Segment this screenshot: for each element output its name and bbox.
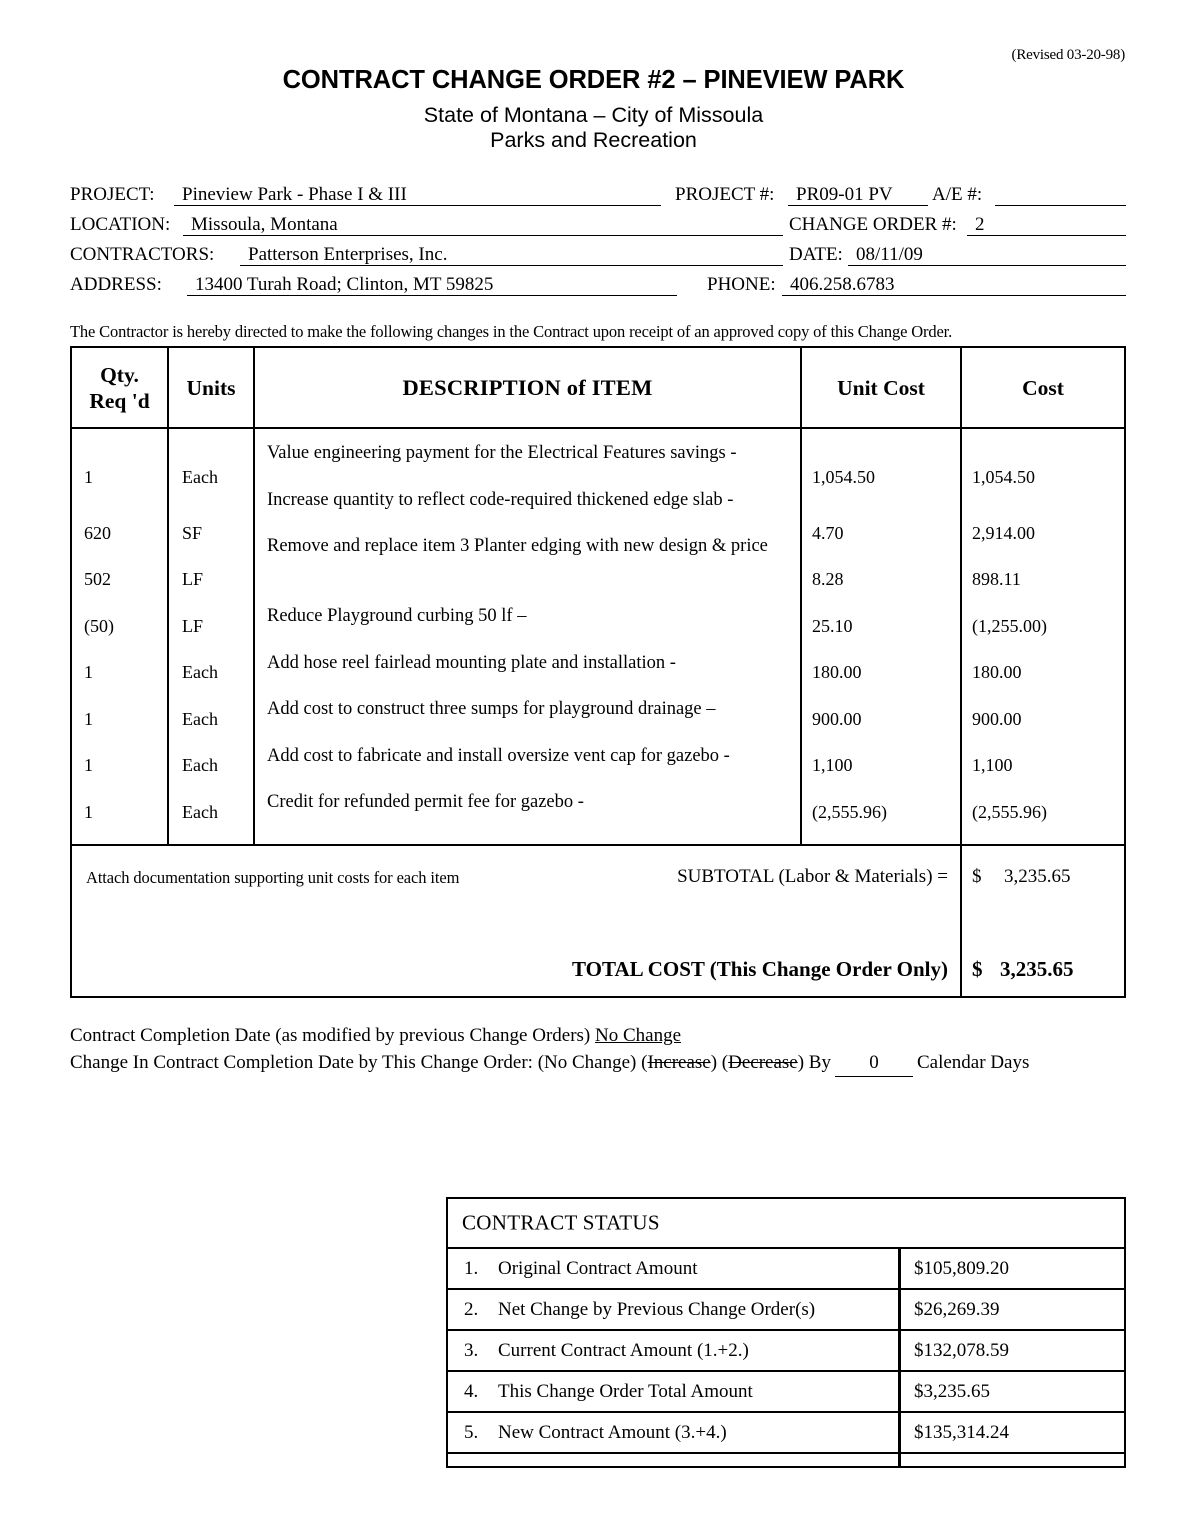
- change-order-number-label: CHANGE ORDER #:: [789, 214, 957, 235]
- directive-text: The Contractor is hereby directed to make the following changes in the Contract upon receipt of an approved copy of this Change Order.: [70, 322, 953, 341]
- ae-number-value[interactable]: [995, 184, 1126, 206]
- address-value[interactable]: 13400 Turah Road; Clinton, MT 59825: [187, 274, 677, 296]
- calendar-days-value[interactable]: 0: [835, 1049, 913, 1077]
- contract-status-header-row: [448, 1199, 1124, 1247]
- column-cells-description: [267, 427, 792, 837]
- field-row-address: [70, 270, 1126, 300]
- totals-section: [70, 846, 1126, 998]
- page-subtitle-jurisdiction: State of Montana – City of Missoula: [423, 103, 764, 127]
- column-header-units: Units: [186, 375, 236, 400]
- completion-date-prefix: Contract Completion Date (as modified by previous Change Orders): [70, 1025, 591, 1046]
- column-cells-unit-cost: [812, 427, 960, 835]
- cell-qty: 1: [84, 755, 93, 775]
- completion-date-line: [70, 1022, 1029, 1049]
- project-value[interactable]: Pineview Park - Phase I & III: [174, 184, 661, 206]
- completion-date-value[interactable]: No Change: [595, 1025, 682, 1046]
- cell-unit-cost: 8.28: [812, 569, 844, 589]
- cell-qty: 1: [84, 801, 93, 822]
- status-row-number: 1.: [464, 1257, 479, 1279]
- contract-status-table: [446, 1197, 1126, 1468]
- location-label: LOCATION:: [70, 214, 171, 235]
- revision-note: (Revised 03-20-98): [1011, 47, 1125, 63]
- cell-qty: 1: [84, 708, 93, 729]
- items-table: [70, 346, 1126, 846]
- column-header-cost: Cost: [1022, 375, 1064, 400]
- status-column-divider: [898, 1290, 901, 1329]
- cell-units: LF: [182, 615, 204, 636]
- location-value[interactable]: Missoula, Montana: [183, 214, 783, 236]
- column-header-unit-cost: Unit Cost: [837, 375, 925, 400]
- status-column-divider: [898, 1331, 901, 1370]
- column-header-qty-line1: Qty.: [100, 362, 139, 387]
- cell-cost: 1,054.50: [972, 467, 1035, 487]
- subtotal-label: SUBTOTAL (Labor & Materials) =: [677, 866, 948, 887]
- column-header-qty-line2: Req 'd: [89, 388, 150, 413]
- contract-status-title: CONTRACT STATUS: [462, 1210, 660, 1235]
- subtotal-currency-symbol: $: [972, 866, 982, 887]
- cell-cost: 180.00: [972, 662, 1022, 682]
- page-subtitle-department: Parks and Recreation: [490, 128, 697, 152]
- cell-units: Each: [182, 708, 218, 729]
- cell-description: Add hose reel fairlead mounting plate and installation -: [267, 652, 676, 673]
- decrease-option-struck[interactable]: Decrease: [728, 1052, 798, 1073]
- field-row-location: [70, 210, 1126, 240]
- status-column-divider: [898, 1413, 901, 1452]
- contractors-label: CONTRACTORS:: [70, 244, 215, 265]
- status-row-number: 4.: [464, 1380, 479, 1402]
- cell-description: Credit for refunded permit fee for gazebo -: [267, 792, 584, 812]
- status-column-divider: [898, 1249, 901, 1288]
- table-row: [448, 1329, 1124, 1370]
- completion-change-line: [70, 1049, 1029, 1077]
- project-number-label: PROJECT #:: [675, 184, 775, 205]
- cell-qty: 1: [84, 467, 93, 487]
- status-row-amount: $132,078.59: [914, 1339, 1009, 1361]
- contractors-value[interactable]: Patterson Enterprises, Inc.: [240, 244, 783, 266]
- status-row-label: New Contract Amount (3.+4.): [498, 1421, 727, 1443]
- cell-unit-cost: 4.70: [812, 522, 844, 543]
- cell-qty: (50): [84, 615, 114, 636]
- cell-description: Value engineering payment for the Electrical Features savings -: [267, 443, 737, 463]
- increase-option-struck[interactable]: Increase: [647, 1052, 711, 1073]
- cell-description: Add cost to fabricate and install oversize vent cap for gazebo -: [267, 745, 730, 766]
- calendar-days-suffix: Calendar Days: [916, 1052, 1030, 1073]
- attach-documentation-note: Attach documentation supporting unit costs for each item: [86, 868, 460, 887]
- cell-units: Each: [182, 755, 218, 775]
- column-cells-qty: [84, 427, 167, 835]
- header-fields: [70, 180, 1126, 300]
- completion-date-block: [70, 1022, 1029, 1077]
- completion-change-prefix: Change In Contract Completion Date by This Change Order: (No Change) (: [70, 1052, 648, 1073]
- page-title: CONTRACT CHANGE ORDER #2 – PINEVIEW PARK: [282, 66, 905, 94]
- status-row-label: Net Change by Previous Change Order(s): [498, 1298, 816, 1320]
- totals-column-divider: [960, 846, 962, 996]
- completion-change-mid: ) (: [710, 1052, 729, 1073]
- cell-cost: 2,914.00: [972, 522, 1035, 543]
- cell-cost: 900.00: [972, 708, 1022, 729]
- cell-description: Add cost to construct three sumps for playground drainage –: [267, 699, 716, 719]
- status-empty-row: [448, 1452, 1124, 1466]
- column-header-qty: [72, 348, 167, 427]
- cell-unit-cost: 180.00: [812, 662, 862, 682]
- status-row-amount: $135,314.24: [914, 1421, 1009, 1443]
- cell-unit-cost: (2,555.96): [812, 801, 887, 822]
- cell-description: Remove and replace item 3 Planter edging with new design & price: [267, 536, 768, 556]
- status-row-number: 3.: [464, 1339, 479, 1361]
- table-row: [448, 1411, 1124, 1452]
- status-row-label: Original Contract Amount: [498, 1257, 698, 1279]
- total-value: 3,235.65: [1000, 957, 1074, 981]
- field-row-contractors: [70, 240, 1126, 270]
- cell-qty: 502: [84, 569, 111, 589]
- cell-cost: 1,100: [972, 755, 1013, 775]
- phone-label: PHONE:: [707, 274, 776, 295]
- cell-description: Reduce Playground curbing 50 lf –: [267, 606, 527, 626]
- status-column-divider: [898, 1454, 901, 1466]
- cell-cost: (2,555.96): [972, 801, 1047, 822]
- project-label: PROJECT:: [70, 184, 155, 205]
- status-row-amount: $3,235.65: [914, 1380, 990, 1402]
- cell-cost: 898.11: [972, 569, 1021, 589]
- cell-units: LF: [182, 569, 204, 589]
- column-header-description: DESCRIPTION of ITEM: [402, 374, 653, 400]
- cell-units: Each: [182, 467, 218, 487]
- status-row-label: This Change Order Total Amount: [498, 1380, 753, 1402]
- cell-description: Increase quantity to reflect code-required thickened edge slab -: [267, 489, 734, 510]
- cell-units: SF: [182, 522, 203, 543]
- field-row-project: [70, 180, 1126, 210]
- completion-change-after: ) By: [797, 1052, 831, 1073]
- column-cells-cost: [972, 427, 1126, 835]
- date-label: DATE:: [789, 244, 843, 265]
- cell-unit-cost: 25.10: [812, 615, 853, 636]
- total-currency-symbol: $: [972, 957, 983, 981]
- table-row: [448, 1247, 1124, 1288]
- status-row-amount: $26,269.39: [914, 1298, 1000, 1320]
- status-column-divider: [898, 1372, 901, 1411]
- cell-units: Each: [182, 662, 218, 682]
- status-row-number: 5.: [464, 1421, 479, 1443]
- cell-unit-cost: 900.00: [812, 708, 862, 729]
- status-row-number: 2.: [464, 1298, 479, 1320]
- cell-unit-cost: 1,100: [812, 755, 853, 775]
- subtotal-amount: [972, 866, 1071, 888]
- project-number-value[interactable]: PR09-01 PV: [788, 184, 928, 206]
- date-value[interactable]: 08/11/09: [848, 244, 1126, 266]
- subtotal-value: 3,235.65: [1004, 866, 1071, 887]
- cell-qty: 620: [84, 522, 111, 543]
- cell-qty: 1: [84, 662, 93, 682]
- status-row-label: Current Contract Amount (1.+2.): [498, 1339, 749, 1361]
- change-order-number-value[interactable]: 2: [967, 214, 1126, 236]
- phone-value[interactable]: 406.258.6783: [782, 274, 1126, 296]
- table-row: [448, 1370, 1124, 1411]
- address-label: ADDRESS:: [70, 274, 162, 295]
- total-cost-label: TOTAL COST (This Change Order Only): [572, 957, 948, 981]
- cell-units: Each: [182, 801, 218, 822]
- cell-unit-cost: 1,054.50: [812, 467, 875, 487]
- ae-number-label: A/E #:: [932, 184, 983, 205]
- table-row: [448, 1288, 1124, 1329]
- cell-cost: (1,255.00): [972, 615, 1047, 636]
- total-cost-amount: [972, 957, 1074, 982]
- column-cells-units: [182, 427, 253, 835]
- status-row-amount: $105,809.20: [914, 1257, 1009, 1279]
